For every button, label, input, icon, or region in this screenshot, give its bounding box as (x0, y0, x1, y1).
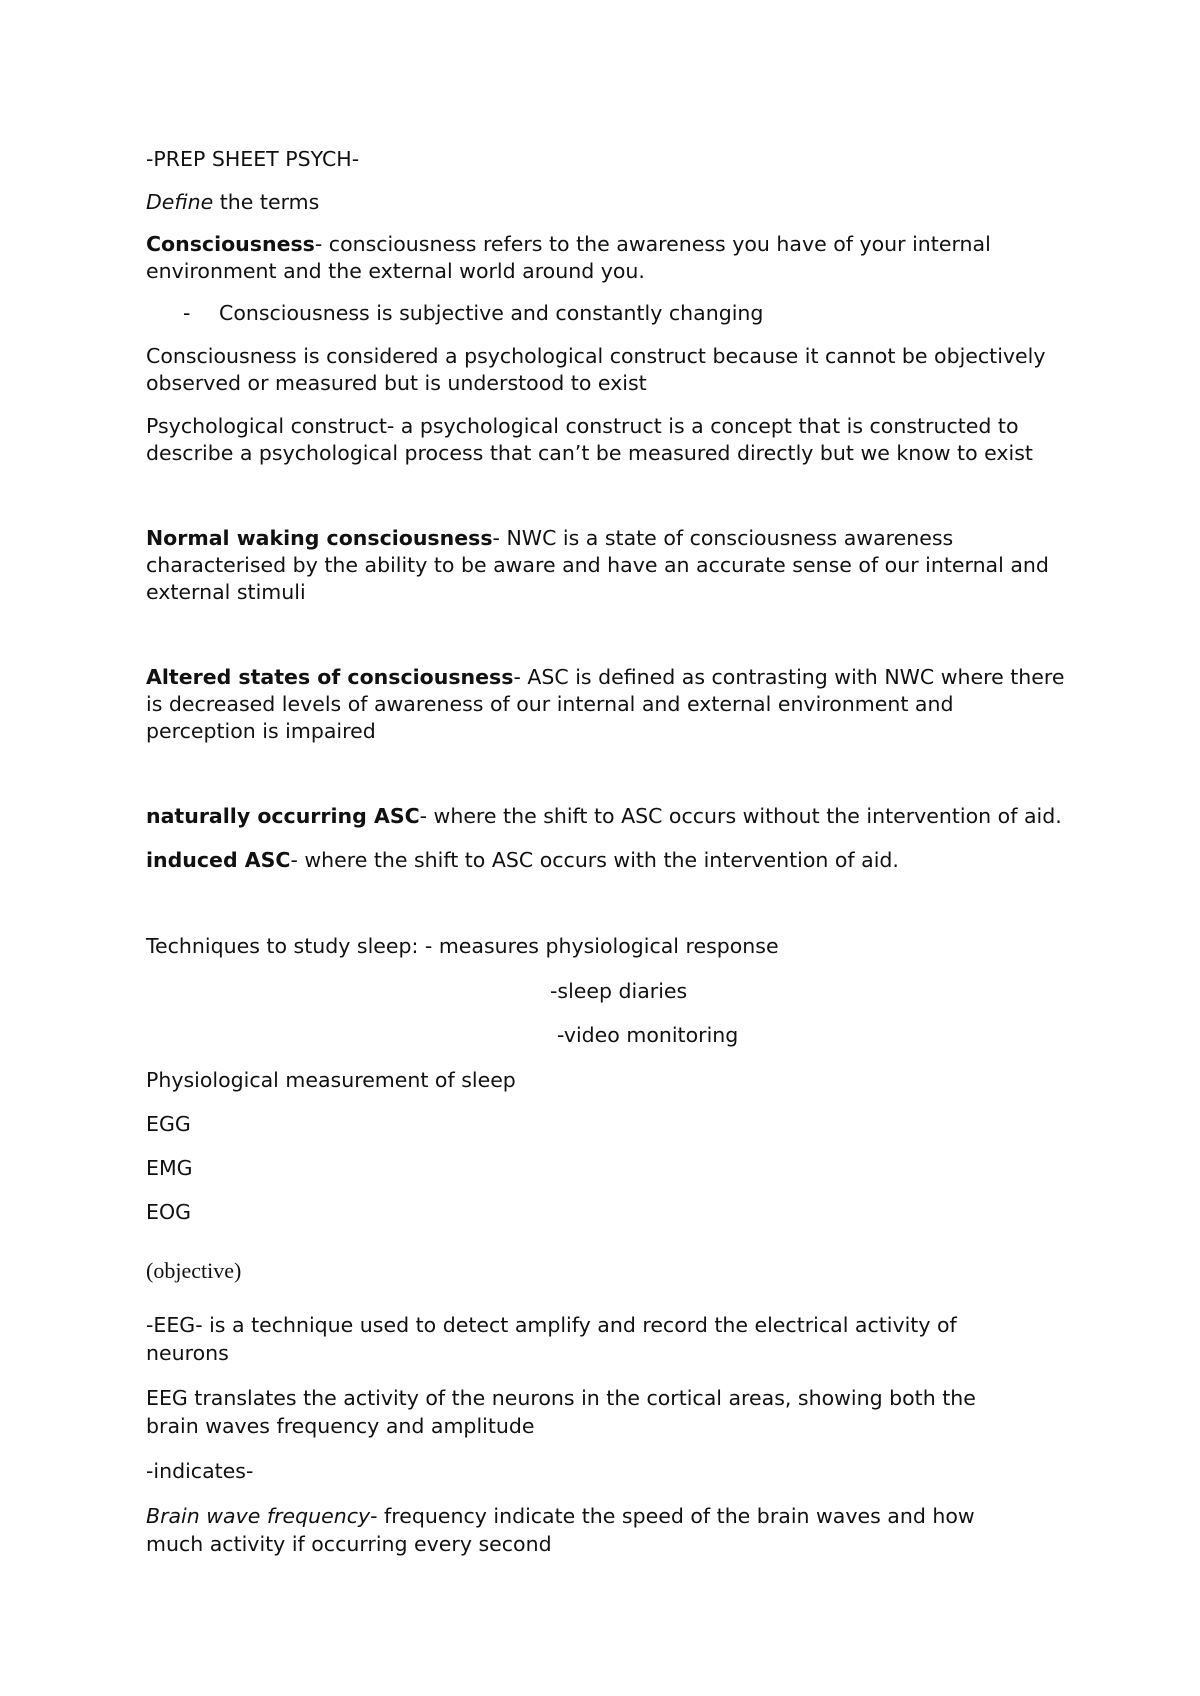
construct-def-line-1: Psychological construct- a psychological construct is a concept that is constructed to (146, 414, 1019, 438)
asc-line-1 (146, 664, 1064, 691)
techniques-line-1: Techniques to study sleep: - measures physiological response (146, 934, 779, 958)
physio-item-egg: EGG (146, 1112, 191, 1136)
consciousness-line-1 (146, 231, 991, 258)
induced-asc-def-text: - where the shift to ASC occurs with the intervention of aid. (290, 848, 899, 872)
define-heading (146, 189, 319, 216)
eeg-line-2: neurons (146, 1341, 229, 1365)
define-italic: Define (146, 190, 214, 214)
techniques-item-2: -sleep diaries (550, 979, 688, 1003)
consciousness-line-2: environment and the external world around you. (146, 259, 645, 283)
define-rest: the terms (213, 190, 320, 214)
physio-item-emg: EMG (146, 1156, 193, 1180)
induced-asc-term: induced ASC (146, 848, 291, 872)
consciousness-term: Consciousness (146, 232, 315, 256)
nwc-term: Normal waking consciousness (146, 526, 493, 550)
bullet-dash: - (183, 301, 191, 325)
construct-def-line-2: describe a psychological process that can’t be measured directly but we know to exist (146, 441, 1033, 465)
construct-para-line-1: Consciousness is considered a psychological construct because it cannot be objectively (146, 344, 1046, 368)
indicates-label: -indicates- (146, 1459, 254, 1483)
asc-line-3: perception is impaired (146, 719, 376, 743)
construct-para-line-2: observed or measured but is understood to exist (146, 371, 647, 395)
induced-asc-line (146, 847, 899, 874)
physio-item-eog: EOG (146, 1200, 191, 1224)
asc-def-text: - ASC is defined as contrasting with NWC where there (513, 665, 1065, 689)
natural-asc-term: naturally occurring ASC (146, 804, 420, 828)
natural-asc-def-text: - where the shift to ASC occurs without the intervention of aid. (419, 804, 1062, 828)
nwc-def-text: - NWC is a state of consciousness awareness (492, 526, 954, 550)
nwc-line-1 (146, 525, 953, 552)
brain-wave-term: Brain wave frequency (146, 1504, 371, 1528)
bullet-text: Consciousness is subjective and constantly changing (219, 301, 764, 325)
eeg-translates-line-1: EEG translates the activity of the neurons in the cortical areas, showing both the (146, 1386, 976, 1410)
asc-term: Altered states of consciousness (146, 665, 514, 689)
techniques-item-3: -video monitoring (557, 1023, 739, 1047)
physio-heading: Physiological measurement of sleep (146, 1068, 516, 1092)
objective-label: (objective) (146, 1258, 242, 1283)
eeg-translates-line-2: brain waves frequency and amplitude (146, 1414, 535, 1438)
document-title: -PREP SHEET PSYCH- (146, 147, 360, 171)
brain-wave-def-text: - frequency indicate the speed of the brain waves and how (370, 1504, 975, 1528)
nwc-line-2: characterised by the ability to be aware and have an accurate sense of our internal and (146, 553, 1049, 577)
eeg-line-1: -EEG- is a technique used to detect amplify and record the electrical activity of (146, 1313, 957, 1337)
nwc-line-3: external stimuli (146, 580, 306, 604)
natural-asc-line (146, 803, 1062, 830)
asc-line-2: is decreased levels of awareness of our internal and external environment and (146, 692, 954, 716)
consciousness-def-text: - consciousness refers to the awareness you have of your internal (314, 232, 991, 256)
brain-wave-line-1 (146, 1503, 975, 1530)
brain-wave-line-2: much activity if occurring every second (146, 1532, 552, 1556)
